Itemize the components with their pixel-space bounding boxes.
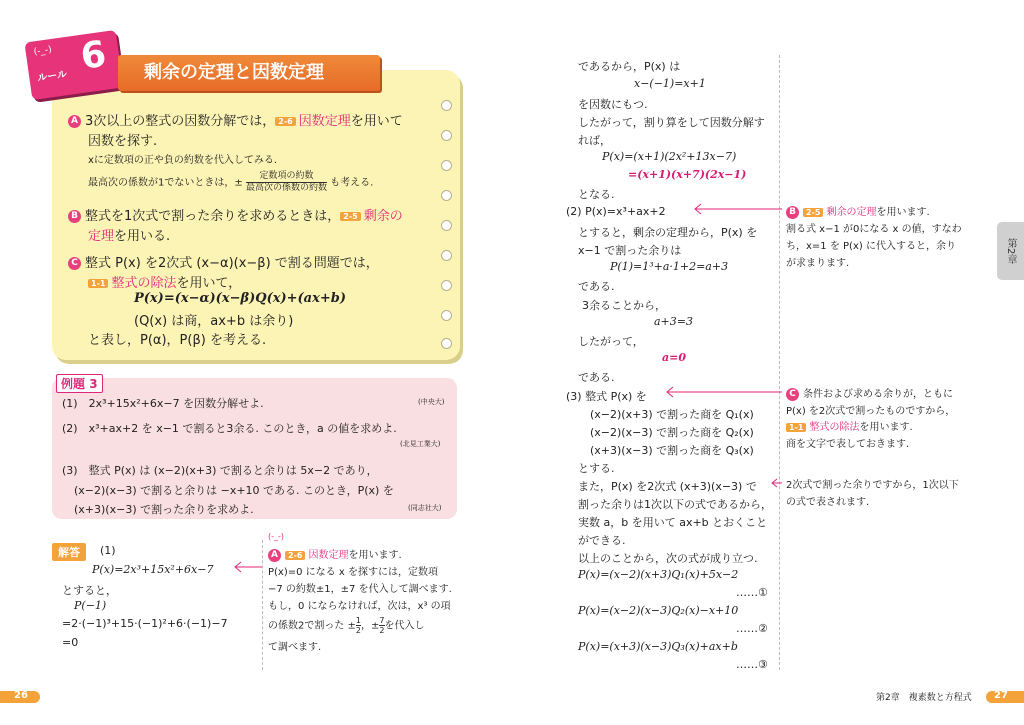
sol-u5: とする. — [578, 462, 615, 475]
rule-title: 剰余の定理と因数定理 — [118, 55, 380, 91]
page-number-left: 26 — [14, 690, 28, 701]
circle-a-icon: A — [68, 115, 81, 128]
example-q3-line1: (3) 整式 P(x) は (x−2)(x+3) で割ると余りは 5x−2 であり， — [62, 464, 378, 477]
sol-u12: ……① — [736, 586, 768, 599]
sol-u7: 割った余りは1次以下の式であるから， — [578, 498, 772, 511]
ref-badge[interactable]: 2-5 — [340, 212, 360, 221]
sol-u6: また，P(x) を2次式 (x+3)(x−3) で — [578, 480, 757, 493]
sol-r1: であるから，P(x) は — [578, 60, 681, 73]
sol-u8: 実数 a，b を用いて ax+b とおくこと — [578, 516, 768, 529]
rule-face: (-_-) — [33, 45, 53, 58]
sol-s7: a+3=3 — [654, 315, 693, 328]
rule-label-text: ルール — [36, 69, 68, 85]
sol-u15: P(x)=(x+3)(x−3)Q₃(x)+ax+b — [578, 640, 738, 653]
rule-a-note2: 最高次の係数が1でないときは，± 定数項の約数 最高次の係数の約数 も考える. — [88, 171, 374, 193]
answer-line5: =0 — [62, 636, 79, 649]
sol-r8: となる. — [578, 188, 615, 201]
answer-line2: とすると， — [62, 584, 117, 597]
side-a-line4: もし，0 にならなければ，次は，x³ の項 — [268, 601, 451, 612]
example-q3-line3: (x+3)(x−3) で割った余りを求めよ. — [74, 503, 254, 516]
rule-c-line3: と表し，P(α)，P(β) を考える. — [88, 333, 267, 348]
circle-c-icon: C — [68, 257, 81, 270]
sol-u13: P(x)=(x−2)(x−3)Q₂(x)−x+10 — [578, 604, 739, 617]
chapter-tab[interactable]: 第2章 — [997, 222, 1024, 280]
side-c-line3: 1-1 整式の除法を用います. — [786, 418, 913, 433]
ref-badge[interactable]: 2-6 — [275, 117, 295, 126]
sol-s10: である. — [578, 371, 615, 384]
rule-a-note1: xに定数項の正や負の約数を代入してみる. — [88, 155, 278, 166]
example-label: 例題 3 — [56, 374, 103, 393]
side-a-face: (-_-) — [268, 532, 285, 541]
example-q3-line2: (x−2)(x−3) で割ると余りは −x+10 である. このとき，P(x) を — [74, 484, 394, 497]
sol-r2: x−(−1)=x+1 — [634, 77, 706, 90]
rule-c-note: (Q(x) は商，ax+b は余り) — [134, 314, 294, 329]
side-b-line1: B 2-5 剰余の定理を用います. — [786, 203, 930, 219]
rule-a-line2: 因数を探す. — [88, 134, 158, 149]
side-a-line3: −7 の約数±1，±7 を代入して調べます. — [268, 584, 452, 595]
rule-a-line1: A 3次以上の整式の因数分解では， 2-6 因数定理を用いて — [68, 110, 403, 129]
sol-r6: P(x)=(x+1)(2x²+13x−7) — [602, 150, 737, 163]
sol-r3: を因数にもつ. — [578, 98, 648, 111]
footer-chapter: 第2章 複素数と方程式 — [876, 693, 972, 703]
arrow-left-icon — [770, 476, 784, 490]
answer-line4: =2·(−1)³+15·(−1)²+6·(−1)−7 — [62, 617, 228, 630]
ref-badge[interactable]: 1-1 — [88, 279, 108, 288]
link-remainder-theorem[interactable]: 剰余の — [363, 209, 403, 224]
side-b-line2: 割る式 x−1 が0になる x の値，すなわ — [786, 224, 962, 235]
rule-c-equation: P(x)=(x−α)(x−β)Q(x)+(ax+b) — [134, 291, 346, 306]
link-polynomial-division[interactable]: 整式の除法 — [111, 276, 177, 291]
rule-c-line2: 1-1 整式の除法を用いて， — [88, 272, 241, 291]
side-a-line1: A 2-6 因数定理を用います. — [268, 546, 402, 562]
sol-s8: したがって， — [578, 335, 644, 348]
sol-s4: P(1)=1³+a·1+2=a+3 — [610, 260, 729, 273]
answer-line3: P(−1) — [74, 599, 107, 612]
sol-u4: (x+3)(x−3) で割った商を Q₃(x) — [590, 444, 754, 457]
sol-s9-answer: a=0 — [662, 351, 686, 364]
answer-line1: P(x)=2x³+15x²+6x−7 — [92, 563, 214, 576]
sol-s3: x−1 で割った余りは — [578, 244, 682, 257]
example-q3-source: (同志社大) — [408, 504, 442, 512]
arrow-left-icon — [664, 385, 784, 399]
link-factor-theorem[interactable]: 因数定理 — [298, 114, 351, 129]
rule-c-line1: C 整式 P(x) を2次式 (x−α)(x−β) で割る問題では， — [68, 252, 379, 271]
answer-num: (1) — [100, 544, 116, 557]
rule-number: 6 — [78, 33, 109, 78]
side-c-line2: P(x) を2次式で割ったものですから， — [786, 406, 956, 417]
answer-label: 解答 — [52, 543, 86, 561]
side-c-line1: C 条件および求める余りが，ともに — [786, 385, 953, 401]
sol-u3: (x−2)(x−3) で割った商を Q₂(x) — [590, 426, 754, 439]
sol-r4: したがって，割り算をして因数分解す — [578, 116, 765, 129]
sol-r7-answer: =(x+1)(x+7)(2x−1) — [628, 168, 747, 181]
sol-u2: (x−2)(x+3) で割った商を Q₁(x) — [590, 408, 754, 421]
side-b-line4: が求まります. — [786, 258, 850, 269]
arrow-left-icon — [692, 202, 784, 216]
side-a-line2: P(x)=0 になる x を探すには，定数項 — [268, 567, 438, 578]
sol-s6: 3余ることから， — [582, 299, 666, 312]
side-c-line4: 商を文字で表しておきます. — [786, 439, 910, 450]
example-q2: (2) x³+ax+2 を x−1 で割ると3余る. このとき，a の値を求めよ. — [62, 422, 397, 435]
side-d-line2: の式で表されます. — [786, 497, 870, 508]
example-q2-source: (北見工業大) — [400, 440, 441, 448]
sol-u10: 以上のことから，次の式が成り立つ. — [578, 552, 758, 565]
page-number-right: 27 — [994, 690, 1008, 701]
arrow-left-icon — [232, 560, 264, 574]
sol-s1: (2) P(x)=x³+ax+2 — [566, 205, 666, 218]
sol-r5: れば， — [578, 134, 611, 147]
example-q1: (1) 2x³+15x²+6x−7 を因数分解せよ. — [62, 397, 264, 410]
side-d-line1: 2次式で割った余りですから，1次以下 — [786, 480, 959, 491]
side-a-line5: の係数2で割った ± $\frac{1}{2}$ ，± $\frac{7}{2}$ を代入し — [268, 616, 425, 635]
sol-s2: とすると，剰余の定理から，P(x) を — [578, 226, 758, 239]
circle-b-icon: B — [68, 210, 81, 223]
sol-u16: ……③ — [736, 658, 768, 671]
side-b-line3: ち，x=1 を P(x) に代入すると，余り — [786, 241, 956, 252]
sol-u14: ……② — [736, 622, 768, 635]
sol-u11: P(x)=(x−2)(x+3)Q₁(x)+5x−2 — [578, 568, 739, 581]
side-a-line6: て調べます. — [268, 642, 322, 653]
rule-b-line2: 定理を用いる. — [88, 229, 171, 244]
sol-u1: (3) 整式 P(x) を — [566, 390, 647, 403]
example-q1-source: (中央大) — [418, 398, 445, 406]
sol-u9: ができる. — [578, 534, 626, 547]
sol-s5: である. — [578, 280, 615, 293]
rule-b-line1: B 整式を1次式で割った余りを求めるときは， 2-5 剰余の — [68, 205, 403, 224]
